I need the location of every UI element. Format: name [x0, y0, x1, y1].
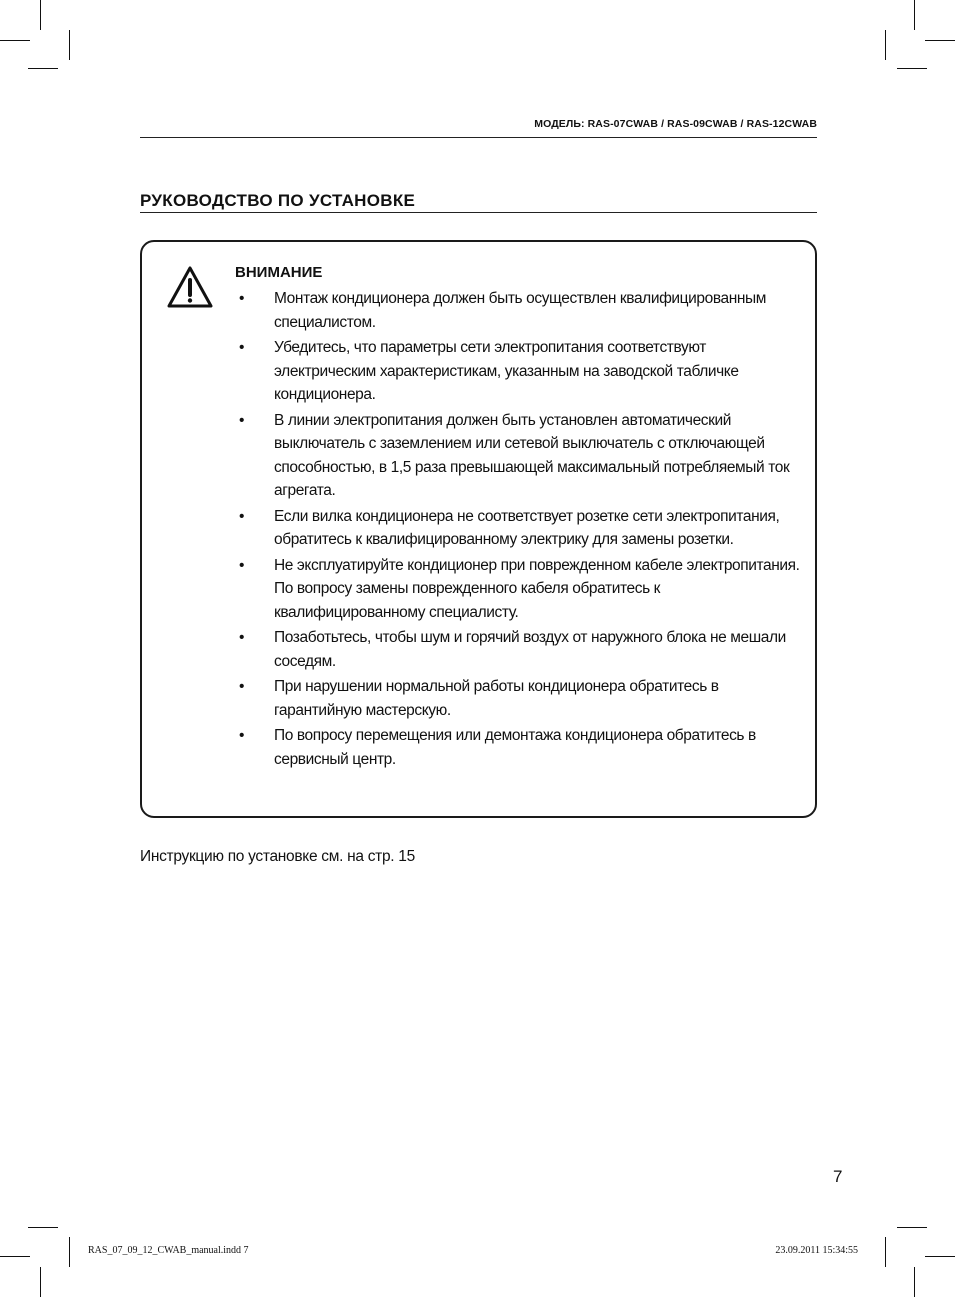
crop-mark	[897, 68, 927, 69]
list-item-text: Не эксплуатируйте кондиционер при поврежденном кабеле электропитания. По вопросу замены поврежденного кабеля обратитесь к квалифицированному специалисту.	[274, 556, 800, 621]
model-header: МОДЕЛЬ: RAS-07CWAB / RAS-09CWAB / RAS-12CWAB	[534, 118, 817, 130]
list-item-text: Если вилка кондиционера не соответствует розетке сети электропитания, обратитесь к квалифицированному электрику для замены розетки.	[274, 507, 780, 548]
warning-triangle-icon	[166, 265, 214, 309]
page-number: 7	[833, 1167, 843, 1186]
slug-filename: RAS_07_09_12_CWAB_manual.indd 7	[88, 1245, 249, 1256]
crop-mark	[914, 1267, 915, 1297]
crop-mark	[885, 1237, 886, 1267]
bullet: •	[239, 339, 245, 356]
crop-mark	[897, 1227, 927, 1228]
list-item	[235, 554, 800, 625]
bullet: •	[239, 727, 245, 744]
list-item	[235, 336, 800, 407]
bullet: •	[239, 629, 245, 646]
list-item-text: Монтаж кондиционера должен быть осуществлен квалифицированным специалистом.	[274, 290, 767, 331]
crop-mark	[40, 1267, 41, 1297]
bullet: •	[239, 411, 245, 429]
warning-list	[235, 287, 800, 773]
list-item-text: Убедитесь, что параметры сети электропитания соответствуют электрическим характеристикам, указанным на заводской табличке кондиционера.	[274, 339, 739, 403]
crop-mark	[925, 40, 955, 41]
list-item-text: При нарушении нормальной работы кондиционера обратитесь в гарантийную мастерскую.	[274, 678, 719, 719]
crop-mark	[69, 1237, 70, 1267]
section-title: РУКОВОДСТВО ПО УСТАНОВКЕ	[140, 191, 416, 210]
crop-mark	[0, 1256, 30, 1257]
list-item	[235, 409, 800, 503]
list-item	[235, 505, 800, 552]
list-item-text: Позаботьтесь, чтобы шум и горячий воздух от наружного блока не мешали соседям.	[274, 629, 786, 670]
header-rule	[140, 137, 817, 138]
crop-mark	[925, 1256, 955, 1257]
list-item-text: В линии электропитания должен быть установлен автоматический выключатель с заземлением или сетевой выключатель с отключающей способностью, в 1,5 раза превышающей максимальный потребляемый ток агрегата.	[274, 411, 790, 499]
footnote: Инструкцию по установке см. на стр. 15	[140, 848, 415, 865]
list-item	[235, 287, 800, 334]
list-item	[235, 675, 800, 722]
list-item-text: По вопросу перемещения или демонтажа кондиционера обратитесь в сервисный центр.	[274, 727, 756, 768]
warning-box	[140, 240, 817, 818]
crop-mark	[28, 1227, 58, 1228]
crop-mark	[0, 40, 30, 41]
bullet: •	[239, 556, 245, 574]
bullet: •	[239, 290, 245, 307]
crop-mark	[40, 0, 41, 30]
bullet: •	[239, 507, 245, 525]
section-rule	[140, 212, 817, 213]
bullet: •	[239, 678, 245, 695]
crop-mark	[885, 30, 886, 60]
crop-mark	[69, 30, 70, 60]
list-item	[235, 724, 800, 771]
crop-mark	[28, 68, 58, 69]
list-item	[235, 626, 800, 673]
crop-mark	[914, 0, 915, 30]
warning-title: ВНИМАНИЕ	[235, 264, 323, 281]
slug-timestamp: 23.09.2011 15:34:55	[775, 1245, 858, 1256]
